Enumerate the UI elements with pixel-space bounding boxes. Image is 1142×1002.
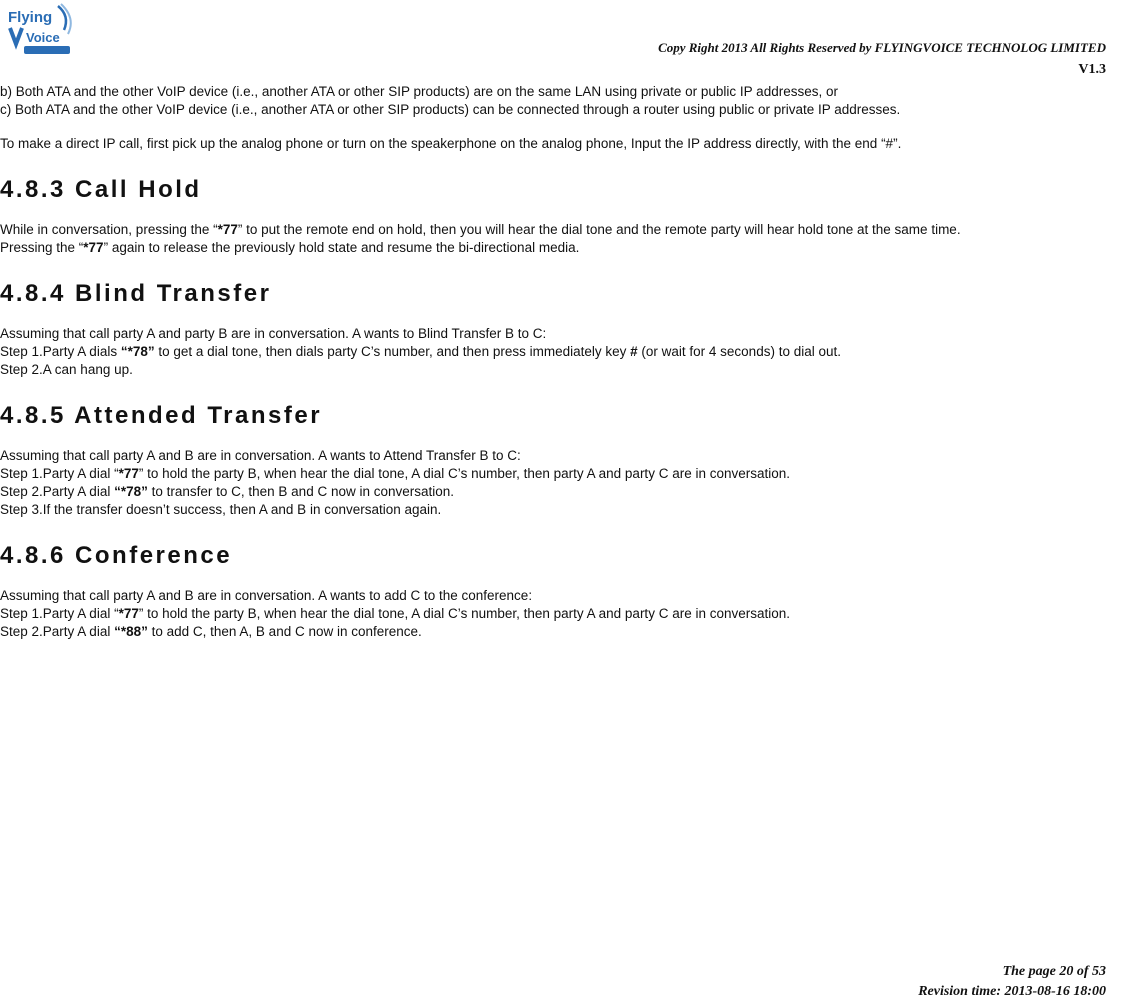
attended-transfer-intro: Assuming that call party A and B are in conversation. A wants to Attend Transfer B to C: (0, 448, 521, 463)
section-heading-attended-transfer: 4.8.5 Attended Transfer (0, 402, 323, 429)
blind-transfer-step-2: Step 2.A can hang up. (0, 362, 133, 377)
conference-intro: Assuming that call party A and B are in conversation. A wants to add C to the conference: (0, 588, 533, 603)
intro-line-c: c) Both ATA and the other VoIP device (i.e., another ATA or other SIP products) can be connected through a router using public or private IP addresses. (0, 102, 901, 117)
page-number: The page 20 of 53 (1002, 964, 1106, 979)
document-body (0, 83, 1142, 641)
section-heading-call-hold: 4.8.3 Call Hold (0, 176, 202, 203)
version-label: V1.3 (1078, 62, 1106, 77)
attended-transfer-step-2: Step 2.Party A dial “*78” to transfer to C, then B and C now in conversation. (0, 484, 455, 499)
attended-transfer-step-1: Step 1.Party A dial “*77” to hold the party B, when hear the dial tone, A dial C’s number, then party A and party C are in conversation. (0, 466, 791, 481)
svg-text:Voice: Voice (26, 30, 60, 45)
flyingvoice-logo (6, 2, 76, 60)
copyright-header: Copy Right 2013 All Rights Reserved by FLYINGVOICE TECHNOLOG LIMITED (658, 40, 1106, 55)
blind-transfer-intro: Assuming that call party A and party B are in conversation. A wants to Blind Transfer B to C: (0, 326, 547, 341)
section-heading-conference: 4.8.6 Conference (0, 542, 233, 569)
intro-line-b: b) Both ATA and the other VoIP device (i.e., another ATA or other SIP products) are on the same LAN using private or public IP addresses, or (0, 84, 838, 99)
call-hold-paragraph-1: While in conversation, pressing the “*77” to put the remote end on hold, then you will hear the dial tone and the remote party will hear hold tone at the same time. (0, 222, 961, 237)
section-heading-blind-transfer: 4.8.4 Blind Transfer (0, 280, 272, 307)
call-hold-paragraph-2: Pressing the “*77” again to release the previously hold state and resume the bi-directional media. (0, 240, 580, 255)
conference-step-2: Step 2.Party A dial “*88” to add C, then A, B and C now in conference. (0, 624, 422, 639)
page-footer (918, 962, 1106, 1002)
attended-transfer-step-3: Step 3.If the transfer doesn’t success, then A and B in conversation again. (0, 502, 442, 517)
conference-step-1: Step 1.Party A dial “*77” to hold the party B, when hear the dial tone, A dial C’s number, then party A and party C are in conversation. (0, 606, 791, 621)
svg-text:Flying: Flying (8, 9, 53, 26)
blind-transfer-step-1: Step 1.Party A dials “*78” to get a dial tone, then dials party C’s number, and then press immediately key # (or wait for 4 seconds) to dial out. (0, 344, 841, 359)
direct-call-instruction: To make a direct IP call, first pick up the analog phone or turn on the speakerphone on the analog phone, Input the IP address directly, with the end “#”. (0, 136, 902, 151)
revision-time: Revision time: 2013-08-16 18:00 (918, 984, 1106, 999)
